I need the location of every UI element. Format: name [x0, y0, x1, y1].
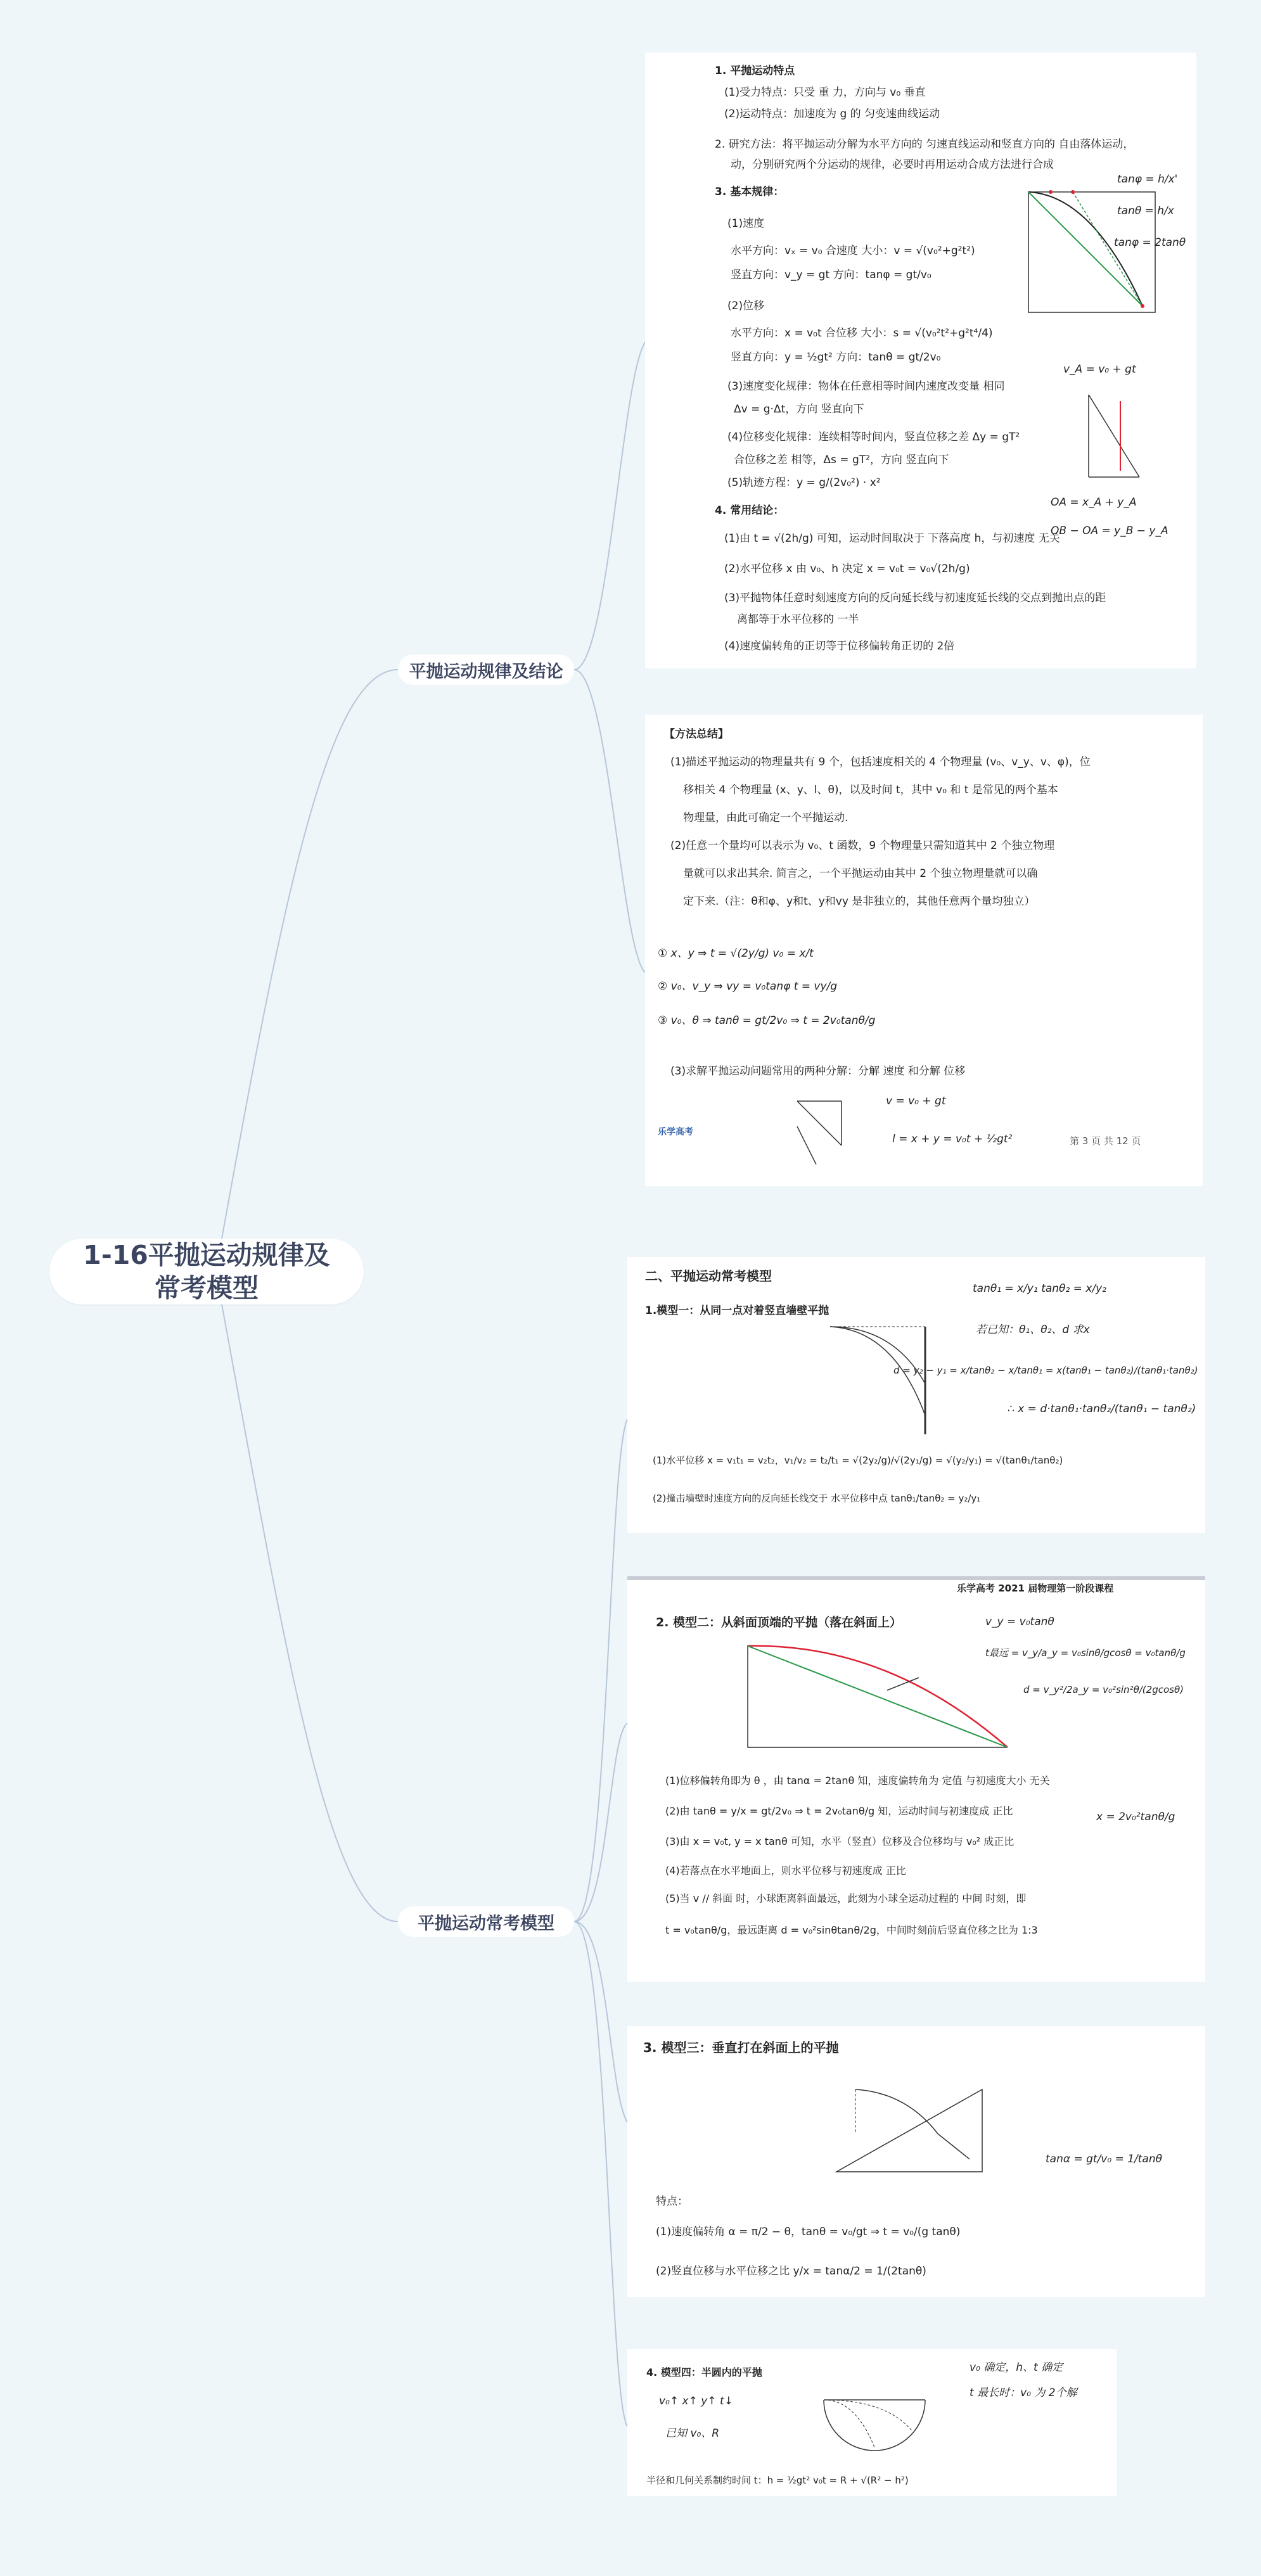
card-line: 2. 研究方法：将平抛运动分解为水平方向的 匀速直线运动和竖直方向的 自由落体运动， — [715, 138, 1134, 151]
branch-label: 平抛运动规律及结论 — [409, 661, 563, 682]
connector-branch1-card2 — [574, 670, 645, 972]
card-line: 物理量，由此可确定一个平抛运动. — [683, 812, 848, 824]
card-line: (5)轨迹方程：y = g/(2v₀²) · x² — [727, 476, 881, 489]
handwritten-note: ③ v₀、θ ⇒ tanθ = gt/2v₀ ⇒ t = 2v₀tanθ/g — [658, 1014, 876, 1027]
card-line: (3)速度变化规律：物体在任意相等时间内速度改变量 相同 — [727, 380, 1005, 393]
card-line: (4)位移变化规律：连续相等时间内，竖直位移之差 Δy = gT² — [727, 431, 1020, 443]
handwritten-note: v₀↑ x↑ y↑ t↓ — [659, 2395, 733, 2407]
wall-projectile-diagram — [817, 1314, 944, 1441]
root-node[interactable] — [49, 1239, 364, 1304]
card-line: (1)位移偏转角即为 θ ，由 tanα = 2tanθ 知，速度偏转角为 定值 与初速度大小 无关 — [665, 1775, 1050, 1787]
connector-branch2-card4 — [574, 1723, 627, 1922]
velocity-vector-diagram — [1082, 388, 1152, 483]
page-number: 第 3 页 共 12 页 — [1070, 1135, 1141, 1147]
handwritten-note: v₀ 确定，h、t 确定 — [970, 2361, 1063, 2374]
connector-branch2-card5 — [574, 1922, 627, 2122]
card-line: 特点： — [656, 2195, 688, 2208]
card-line: (4)若落点在水平地面上，则水平位移与初速度成 正比 — [665, 1865, 906, 1877]
brand-logo: 乐学高考 — [658, 1127, 693, 1137]
connector-branch2-card6 — [574, 1922, 627, 2426]
perpendicular-incline-diagram — [817, 2077, 995, 2184]
card-line: 1. 平抛运动特点 — [715, 65, 795, 77]
card-line: (2)位移 — [727, 300, 765, 312]
handwritten-note: l = x + y = v₀t + ½gt² — [892, 1133, 1013, 1145]
card-laws-image — [645, 53, 1196, 668]
handwritten-note: x = 2v₀²tanθ/g — [1096, 1811, 1175, 1823]
card-line: 移相关 4 个物理量 (x、y、l、θ)，以及时间 t，其中 v₀ 和 t 是常见的两个基本 — [683, 784, 1058, 796]
handwritten-note: t最远 = v_y/a_y = v₀sinθ/gcosθ = v₀tanθ/g — [985, 1647, 1186, 1659]
card-line: (2)撞击墙壁时速度方向的反向延长线交于 水平位移中点 tanθ₁/tanθ₂ = y₂/y₁ — [653, 1493, 981, 1504]
card-line: 4. 模型四：半圆内的平抛 — [646, 2366, 762, 2378]
handwritten-note: OA = x_A + y_A — [1051, 496, 1137, 509]
handwritten-note: tanφ = h/x' — [1117, 173, 1178, 186]
card-line: (1)由 t = √(2h/g) 可知，运动时间取决于 下落高度 h，与初速度 无关 — [724, 532, 1060, 545]
handwritten-note: d = v_y²/2a_y = v₀²sin²θ/(2gcosθ) — [1023, 1684, 1184, 1695]
card-line: 2. 模型二：从斜面顶端的平抛（落在斜面上） — [656, 1616, 902, 1629]
card-line: 定下来.（注：θ和φ、y和t、y和vy 是非独立的，其他任意两个量均独立） — [683, 895, 1035, 908]
card-line: (1)水平位移 x = v₁t₁ = v₂t₂，v₁/v₂ = t₂/t₁ = √(2y₂/g)/√(2y₁/g) = √(y₂/y₁) = √(tanθ₁/tanθ₂) — [653, 1455, 1063, 1466]
card-line: (2)由 tanθ = y/x = gt/2v₀ ⇒ t = 2v₀tanθ/g 知，运动时间与初速度成 正比 — [665, 1805, 1013, 1817]
velocity-triangle-diagram — [784, 1088, 854, 1171]
card-model-four-image — [627, 2349, 1117, 2496]
card-line: (3)平抛物体任意时刻速度方向的反向延长线与初速度延长线的交点到抛出点的距 — [724, 592, 1106, 604]
connector-root-branch2 — [222, 1304, 398, 1922]
card-line: 竖直方向：v_y = gt 方向：tanφ = gt/v₀ — [731, 269, 931, 281]
handwritten-note: d = y₂ − y₁ = x/tanθ₂ − x/tanθ₁ = x(tanθ₁ − tanθ₂)/(tanθ₁·tanθ₂) — [893, 1365, 1198, 1376]
handwritten-note: t 最长时：v₀ 为 2个解 — [970, 2387, 1077, 2399]
card-line: (2)运动特点：加速度为 g 的 匀变速曲线运动 — [724, 108, 940, 120]
root-title: 1-16平抛运动规律及常考模型 — [83, 1240, 330, 1303]
connector-branch2-card3 — [574, 1419, 627, 1922]
branch-label: 平抛运动常考模型 — [418, 1913, 554, 1934]
handwritten-note: ② v₀、v_y ⇒ vy = v₀tanφ t = vy/g — [658, 980, 838, 993]
card-line: 水平方向：x = v₀t 合位移 大小：s = √(v₀²t²+g²t⁴/4) — [731, 327, 993, 340]
card-line: (1)描述平抛运动的物理量共有 9 个，包括速度相关的 4 个物理量 (v₀、v_y、v、φ)，位 — [670, 756, 1091, 768]
card-line: (2)任意一个量均可以表示为 v₀、t 函数，9 个物理量只需知道其中 2 个独立物理 — [670, 839, 1055, 852]
card-line: (1)速度 — [727, 217, 765, 230]
connector-branch1-card1 — [574, 342, 645, 670]
handwritten-note: v_y = v₀tanθ — [985, 1616, 1054, 1628]
card-line: (3)求解平抛运动问题常用的两种分解：分解 速度 和分解 位移 — [670, 1065, 966, 1078]
card-line: (4)速度偏转角的正切等于位移偏转角正切的 2倍 — [724, 640, 955, 653]
branch-node-models[interactable] — [398, 1906, 574, 1937]
handwritten-note: 已知 v₀、R — [665, 2427, 720, 2440]
card-line: t = v₀tanθ/g，最远距离 d = v₀²sinθtanθ/2g，中间时刻前后竖直位移之比为 1:3 — [665, 1924, 1038, 1936]
handwritten-note: tanα = gt/v₀ = 1/tanθ — [1046, 2153, 1163, 2165]
card-line: 【方法总结】 — [664, 728, 729, 741]
handwritten-note: v = v₀ + gt — [886, 1095, 946, 1107]
page-top-bar — [627, 1576, 1205, 1580]
handwritten-note: 若已知：θ₁、θ₂、d 求x — [976, 1323, 1090, 1336]
card-line: (1)受力特点：只受 重 力，方向与 v₀ 垂直 — [724, 86, 926, 99]
handwritten-note: v_A = v₀ + gt — [1063, 363, 1136, 376]
card-method-summary-image — [645, 715, 1203, 1186]
card-line: 动，分别研究两个分运动的规律，必要时再用运动合成方法进行合成 — [731, 158, 1054, 171]
semicircle-diagram — [817, 2387, 931, 2457]
card-model-two-image — [627, 1576, 1205, 1982]
card-line: (3)由 x = v₀t, y = x tanθ 可知，水平（竖直）位移及合位移均与 v₀² 成正比 — [665, 1835, 1015, 1847]
card-line: 离都等于水平位移的 一半 — [737, 613, 859, 626]
card-line: 3. 基本规律： — [715, 186, 784, 198]
card-line: 合位移之差 相等，Δs = gT²，方向 竖直向下 — [734, 454, 949, 466]
card-line: 水平方向：vₓ = v₀ 合速度 大小：v = √(v₀²+g²t²) — [731, 245, 975, 257]
card-line: 4. 常用结论： — [715, 504, 784, 517]
card-line: 1.模型一：从同一点对着竖直墙壁平抛 — [645, 1304, 829, 1317]
page-header: 乐学高考 2021 届物理第一阶段课程 — [957, 1583, 1114, 1594]
connector-root-branch1 — [222, 670, 398, 1239]
card-line: 二、平抛运动常考模型 — [645, 1268, 772, 1284]
card-model-three-image — [627, 2026, 1205, 2297]
card-line: 竖直方向：y = ½gt² 方向：tanθ = gt/2v₀ — [731, 351, 941, 364]
handwritten-note: tanφ = 2tanθ — [1114, 236, 1186, 249]
card-line: (1)速度偏转角 α = π/2 − θ，tanθ = v₀/gt ⇒ t = v₀/(g tanθ) — [656, 2226, 961, 2238]
projectile-diagram — [1016, 179, 1181, 331]
card-line: (2)水平位移 x 由 v₀、h 决定 x = v₀t = v₀√(2h/g) — [724, 563, 970, 575]
handwritten-note: OB − OA = y_B − y_A — [1051, 525, 1168, 537]
incline-projectile-diagram — [729, 1627, 1033, 1760]
card-line: 量就可以求出其余. 简言之，一个平抛运动由其中 2 个独立物理量就可以确 — [683, 867, 1038, 880]
handwritten-note: tanθ = h/x — [1117, 205, 1174, 217]
card-line: 半径和几何关系制约时间 t：h = ½gt² v₀t = R + √(R² − h²) — [646, 2475, 909, 2486]
card-model-one-image — [627, 1257, 1205, 1533]
branch-node-laws[interactable] — [398, 654, 574, 685]
card-line: (2)竖直位移与水平位移之比 y/x = tanα/2 = 1/(2tanθ) — [656, 2265, 926, 2278]
handwritten-note: tanθ₁ = x/y₁ tanθ₂ = x/y₂ — [973, 1282, 1106, 1295]
card-line: (5)当 v // 斜面 时，小球距离斜面最远，此刻为小球全运动过程的 中间 时刻，即 — [665, 1892, 1027, 1904]
handwritten-note: ∴ x = d·tanθ₁·tanθ₂/(tanθ₁ − tanθ₂) — [1008, 1403, 1196, 1415]
handwritten-note: ① x、y ⇒ t = √(2y/g) v₀ = x/t — [658, 947, 814, 960]
card-line: Δv = g·Δt，方向 竖直向下 — [734, 403, 864, 416]
card-line: 3. 模型三：垂直打在斜面上的平抛 — [643, 2040, 839, 2055]
